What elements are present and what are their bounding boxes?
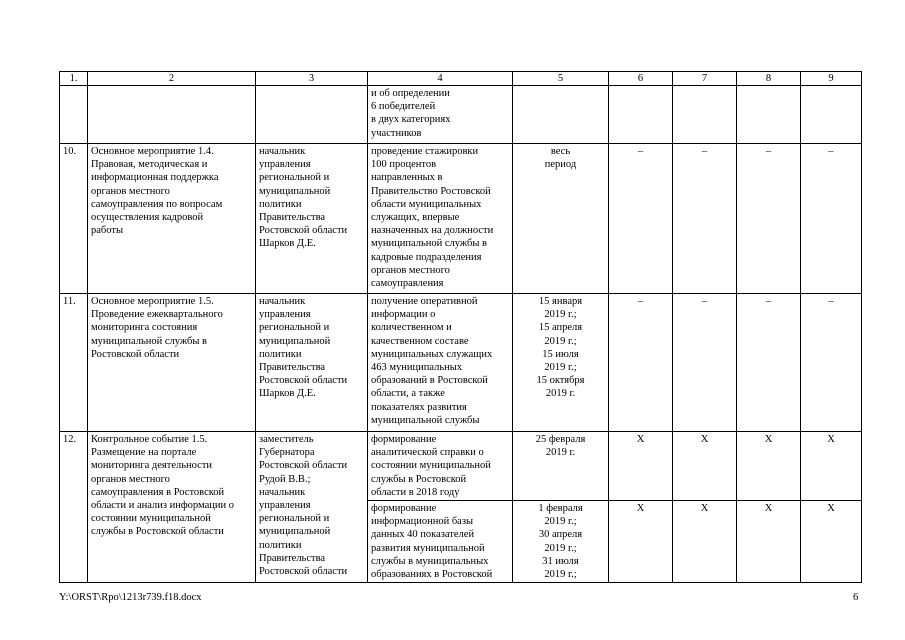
col6-value: Х <box>609 432 673 501</box>
plan-table <box>59 71 862 583</box>
col9-value: Х <box>801 501 862 583</box>
expected-result: и об определении 6 победителей в двух категориях участников <box>368 86 513 144</box>
col7-value: Х <box>673 501 737 583</box>
col8-value: Х <box>737 432 801 501</box>
row-number: 11. <box>60 294 88 432</box>
header-cell-1: 1. <box>60 72 88 86</box>
expected-result: проведение стажировки 100 процентов направленных в Правительство Ростовской области муниципальных служащих, впервые назначенных на должности муниципальной службы в кадровые подразделения органов местного самоуправления <box>368 144 513 294</box>
col7-value: Х <box>673 432 737 501</box>
col7-value <box>673 86 737 144</box>
header-cell-5: 5 <box>513 72 609 86</box>
col8-value: – <box>737 144 801 294</box>
col9-value: Х <box>801 432 862 501</box>
col6-value: – <box>609 294 673 432</box>
col9-value: – <box>801 144 862 294</box>
header-row <box>60 72 862 86</box>
col7-value: – <box>673 294 737 432</box>
event-name: Основное мероприятие 1.5. Проведение ежеквартального мониторинга состояния муниципальной службы в Ростовской области <box>88 294 256 432</box>
col8-value: – <box>737 294 801 432</box>
header-cell-7: 7 <box>673 72 737 86</box>
header-cell-8: 8 <box>737 72 801 86</box>
responsible-person: начальник управления региональной и муниципальной политики Правительства Ростовской области Шарков Д.Е. <box>256 294 368 432</box>
table-row <box>60 432 862 501</box>
deadline: 1 февраля 2019 г.; 30 апреля 2019 г.; 31 июля 2019 г.; <box>513 501 609 583</box>
deadline: 25 февраля 2019 г. <box>513 432 609 501</box>
deadline: 15 января 2019 г.; 15 апреля 2019 г.; 15 июля 2019 г.; 15 октября 2019 г. <box>513 294 609 432</box>
row-number <box>60 86 88 144</box>
header-cell-3: 3 <box>256 72 368 86</box>
header-cell-2: 2 <box>88 72 256 86</box>
table-row <box>60 294 862 432</box>
row-number: 10. <box>60 144 88 294</box>
header-cell-6: 6 <box>609 72 673 86</box>
event-name <box>88 86 256 144</box>
expected-result: формирование информационной базы данных 40 показателей развития муниципальной службы в муниципальных образованиях в Ростовской <box>368 501 513 583</box>
table-row <box>60 86 862 144</box>
col8-value <box>737 86 801 144</box>
responsible-person: начальник управления региональной и муниципальной политики Правительства Ростовской области Шарков Д.Е. <box>256 144 368 294</box>
table-row <box>60 144 862 294</box>
expected-result: получение оперативной информации о количественном и качественном составе муниципальных служащих 463 муниципальных образований в Ростовской области, а также показателях развития муниципальной службы <box>368 294 513 432</box>
col9-value: – <box>801 294 862 432</box>
event-name: Основное мероприятие 1.4. Правовая, методическая и информационная поддержка органов местного самоуправления по вопросам осуществления кадровой работы <box>88 144 256 294</box>
deadline <box>513 86 609 144</box>
col8-value: Х <box>737 501 801 583</box>
col6-value: Х <box>609 501 673 583</box>
deadline: весь период <box>513 144 609 294</box>
row-number: 12. <box>60 432 88 583</box>
col7-value: – <box>673 144 737 294</box>
col6-value: – <box>609 144 673 294</box>
col9-value <box>801 86 862 144</box>
responsible-person <box>256 86 368 144</box>
header-cell-4: 4 <box>368 72 513 86</box>
col6-value <box>609 86 673 144</box>
responsible-person: заместитель Губернатора Ростовской области Рудой В.В.; начальник управления региональной и муниципальной политики Правительства Ростовской области <box>256 432 368 583</box>
footer-file-path: Y:\ORST\Rpo\1213r739.f18.docx <box>59 592 202 603</box>
page-number: 6 <box>853 592 859 603</box>
expected-result: формирование аналитической справки о состоянии муниципальной службы в Ростовской области в 2018 году <box>368 432 513 501</box>
header-cell-9: 9 <box>801 72 862 86</box>
event-name: Контрольное событие 1.5. Размещение на портале мониторинга деятельности органов местного самоуправления в Ростовской области и анализ информации о состоянии муниципальной службы в Ростовской области <box>88 432 256 583</box>
